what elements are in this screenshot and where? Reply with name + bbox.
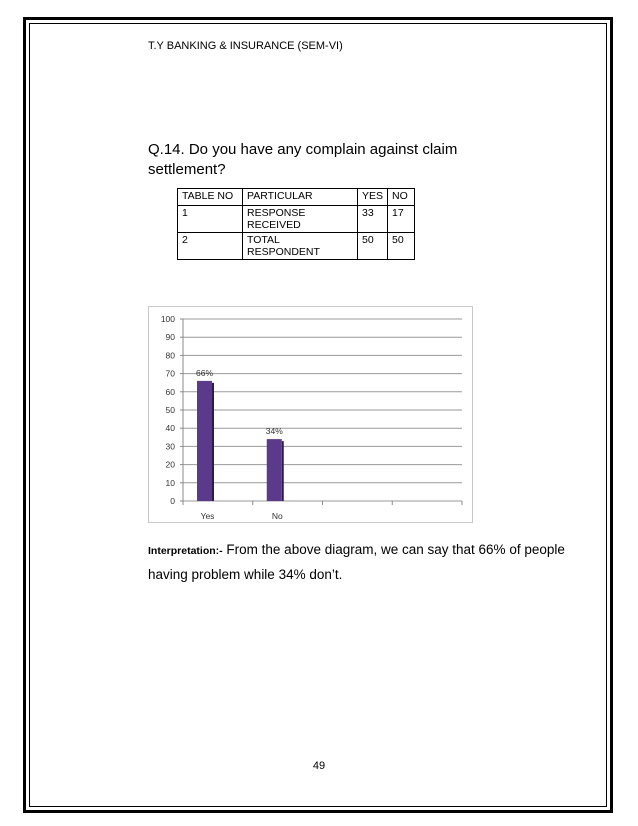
bar [267,439,282,501]
y-tick-label: 20 [165,459,175,470]
table-cell: RESPONSE RECEIVED [243,206,358,233]
y-tick-label: 100 [160,314,175,324]
bar-chart [148,306,473,523]
x-tick-label: Yes [200,511,215,521]
x-tick-label: No [271,511,283,521]
table-header-row [178,189,415,206]
y-tick-label: 40 [165,423,175,434]
table-cell: TOTAL RESPONDENT [243,233,358,260]
bar-side [212,383,214,501]
page-number: 49 [312,760,326,772]
y-tick-label: 10 [165,477,175,488]
table-header-cell: YES [358,189,388,206]
y-tick-label: 90 [165,332,175,343]
data-label: 66% [195,367,214,378]
table-row [178,233,415,260]
table-header-cell: TABLE NO [178,189,243,206]
table-cell: 2 [178,233,243,260]
y-tick-label: 50 [165,405,175,415]
table-cell: 17 [388,206,415,233]
interpretation-text: From the above diagram, we can say that 66% of people having problem while 34% don’t. [148,542,565,582]
table-cell: 33 [358,206,388,233]
table-cell: 50 [358,233,388,260]
interpretation-lead: Interpretation:- [148,545,223,557]
document-header: T.Y BANKING & INSURANCE (SEM-VI) [148,40,343,52]
bar [197,381,212,501]
bar-side [282,441,284,501]
y-tick-label: 80 [165,350,175,361]
data-label: 34% [265,426,283,437]
y-tick-label: 30 [165,441,175,452]
y-tick-label: 0 [170,496,175,506]
table-header-cell: NO [388,189,415,206]
bar-chart-svg [149,307,472,522]
y-tick-label: 60 [165,386,175,397]
table-header-cell: PARTICULAR [243,189,358,206]
question-text: Q.14. Do you have any complain against claim settlement? [148,141,458,178]
y-tick-label: 70 [165,368,175,379]
table-cell: 1 [178,206,243,233]
table-row [178,206,415,233]
interpretation-paragraph [148,538,568,586]
table-cell: 50 [388,233,415,260]
response-table [177,188,415,260]
